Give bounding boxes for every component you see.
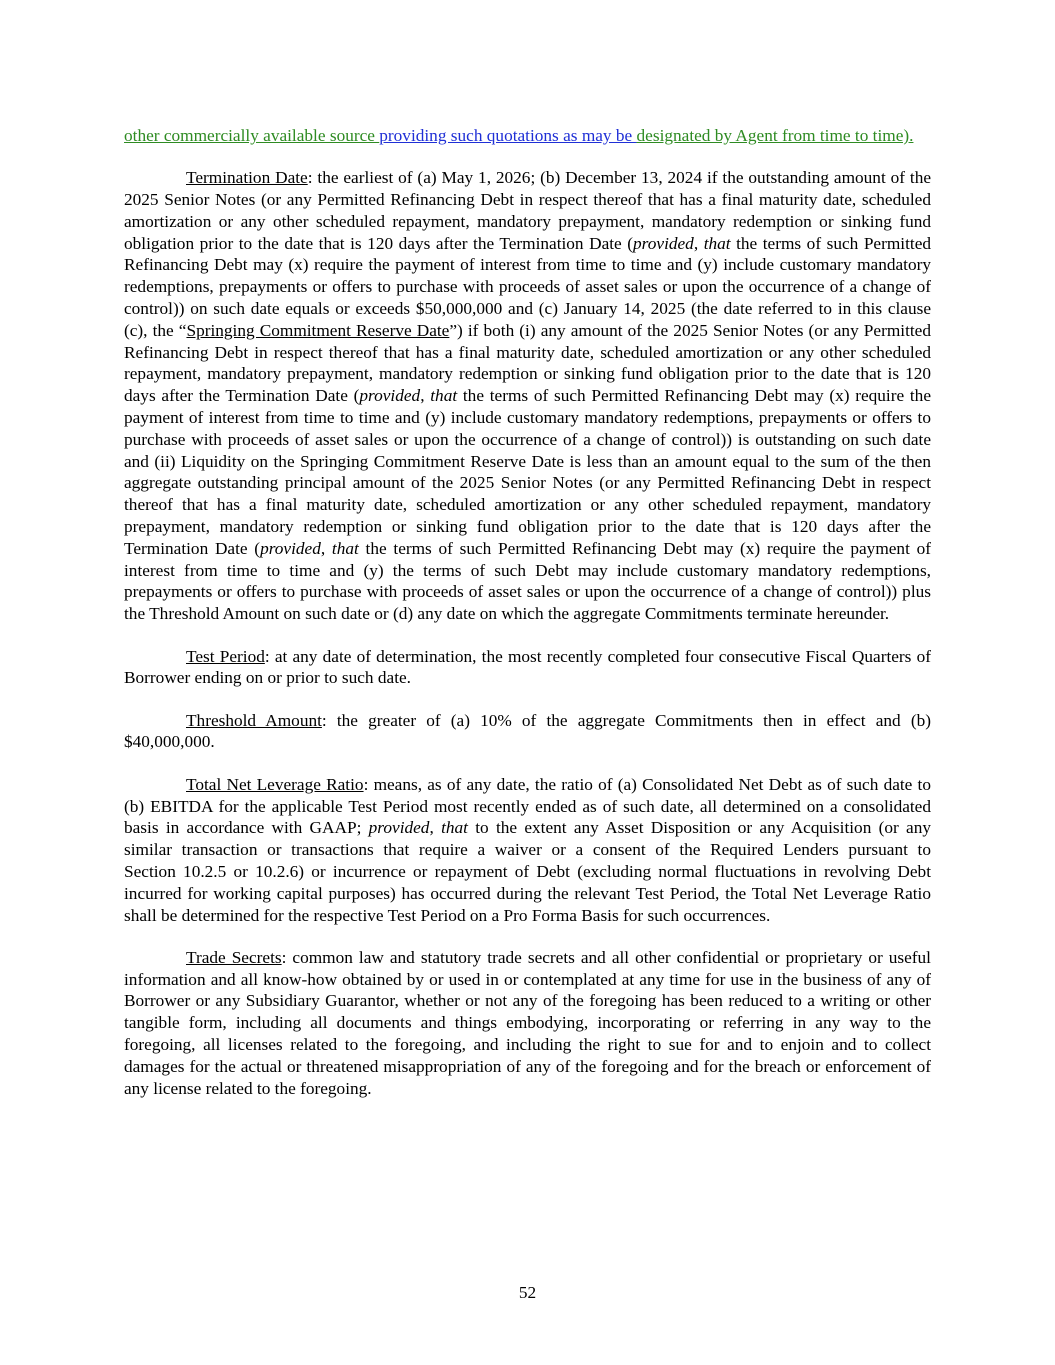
- definition-text: : at any date of determination, the most recently completed four consecutive Fiscal Quarters of Borrower ending on or prior to such date.: [124, 646, 931, 688]
- definition-text: the terms of such Permitted Refinancing Debt may (x) require the payment of interest from time to time and (y) include customary mandatory redemptions, prepayments or offers to purchase with proceeds of asset sales or upon the occurrence of a change of control)) on such date equals or exceeds $50,000,000 and (c) January 14, 2025 (the date referred to in this clause (c), the “: [124, 233, 932, 340]
- definition-text: ,: [420, 386, 431, 406]
- definition-text: : the greater of (a) 10% of the aggregate Commitments then in effect and (b) $40,000,000.: [124, 710, 931, 752]
- inserted-text-green: designated by Agent from time to time).: [636, 126, 914, 145]
- italic-text: that: [441, 818, 468, 838]
- defined-term: Threshold Amount: [186, 710, 322, 730]
- definition-text: : means, as of any date, the ratio of (a) Consolidated Net Debt as of such date to (b) EBITDA for the applicable Test Period most recently ended as of such date, all determined on a consolidated basis in accordance with GAAP;: [124, 774, 932, 838]
- italic-text: provided: [260, 538, 321, 558]
- definition-text: the terms of such Permitted Refinancing Debt may (x) require the payment of interest from time to time and (y) include customary mandatory redemptions, prepayments or offers to purchase with proceeds of asset sales or upon the occurrence of a change of control)) is outstanding on such date and (ii) Liquidity on the Springing Commitment Reserve Date is less than an amount equal to the sum of the then aggregate outstanding principal amount of the 2025 Senior Notes (or any Permitted Refinancing Debt in respect thereof that has a final maturity date, scheduled amortization or any other scheduled repayment, mandatory prepayment, mandatory redemption or sinking fund obligation prior to the date that is 120 days after the Termination Date (: [124, 386, 931, 558]
- defined-term: Test Period: [186, 646, 265, 666]
- definition-text: to the extent any Asset Disposition or any Acquisition (or any similar transaction or transactions that require a waiver or a consent of the Required Lenders pursuant to Section 10.2.5 or 10.2.6) or incurrence or repayment of Debt (excluding normal fluctuations in revolving Debt incurred for working capital purposes) has occurred during the relevant Test Period, the Total Net Leverage Ratio shall be determined for the respective Test Period on a Pro Forma Basis for such occurrences.: [124, 818, 931, 925]
- definition-text: ,: [320, 538, 332, 558]
- inserted-text-blue: providing such quotations as may be: [379, 126, 637, 145]
- definition-text: ,: [429, 818, 442, 838]
- defined-term-inline: Springing Commitment Reserve Date: [186, 320, 450, 340]
- definition-threshold-amount: [124, 710, 931, 754]
- italic-text: that: [331, 538, 359, 558]
- italic-text: that: [703, 233, 731, 253]
- carryover-paragraph: [124, 125, 931, 147]
- italic-text: that: [430, 386, 458, 406]
- inserted-text-green: other commercially available source: [124, 126, 380, 145]
- italic-text: provided: [633, 233, 694, 253]
- definition-text: the terms of such Permitted Refinancing Debt may (x) require the payment of interest from time to time and (y) the terms of such Debt may include customary mandatory redemptions, prepayments or offers to purchase with proceeds of asset sales or upon the occurrence of a change of control)) plus the Threshold Amount on such date or (d) any date on which the aggregate Commitments terminate hereunder.: [124, 538, 932, 624]
- definition-text: ”) if both (i) any amount of the 2025 Senior Notes (or any Permitted Refinancing Debt in respect thereof that has a final maturity date, scheduled amortization or any other scheduled repayment, mandatory prepayment, mandatory redemption or sinking fund obligation prior to the date that is 120 days after the Termination Date (: [124, 320, 931, 406]
- definition-termination-date: [124, 167, 931, 625]
- page-number: 52: [518, 1283, 537, 1302]
- italic-text: provided: [359, 386, 421, 406]
- definition-text: : common law and statutory trade secrets and all other confidential or proprietary or useful information and all know-how obtained by or used in or contemplated at any time for use in the business of any of Borrower or any Subsidiary Guarantor, whether or not any of the foregoing has been reduced to a writing or other tangible form, including all documents and things embodying, incorporating or referring in any way to the foregoing, all licenses related to the foregoing, and including the right to sue for and to enjoin and to collect damages for the actual or threatened misappropriation of any of the foregoing and for the breach or enforcement of any license related to the foregoing.: [124, 947, 931, 1098]
- italic-text: provided: [368, 818, 430, 838]
- definition-text: : the earliest of (a) May 1, 2026; (b) December 13, 2024 if the outstanding amount of the 2025 Senior Notes (or any Permitted Refinancing Debt in respect thereof that has a final maturity date, scheduled amortization or any other scheduled repayment, mandatory prepayment, mandatory redemption or sinking fund obligation prior to the date that is 120 days after the Termination Date (: [124, 168, 932, 253]
- defined-term: Total Net Leverage Ratio: [186, 774, 364, 794]
- definition-test-period: [124, 646, 931, 690]
- page-content: [124, 125, 931, 1099]
- definition-text: ,: [693, 233, 704, 253]
- defined-term: Termination Date: [186, 168, 308, 188]
- definition-total-net-leverage-ratio: [124, 774, 931, 927]
- definition-trade-secrets: [124, 947, 931, 1100]
- defined-term: Trade Secrets: [186, 947, 282, 967]
